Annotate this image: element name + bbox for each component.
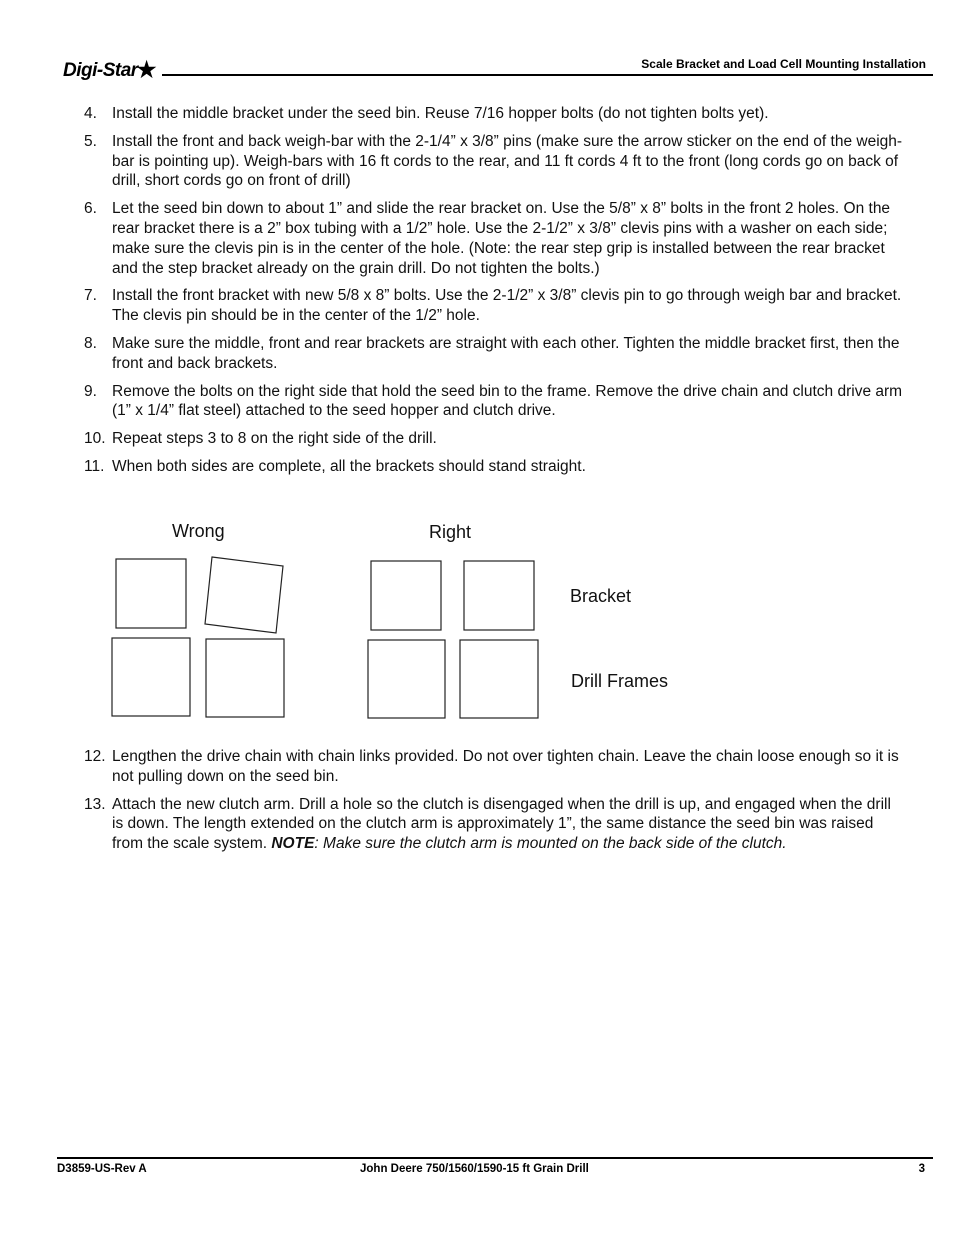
step-11 [84, 457, 904, 477]
steps-list-a [84, 104, 904, 485]
step-number: 8. [84, 334, 97, 352]
logo-star-icon: ★ [136, 57, 156, 82]
step-number: 12. [84, 748, 106, 765]
logo-text: Digi-Star [63, 60, 138, 81]
steps-list-b [84, 747, 904, 862]
step-text: Remove the bolts on the right side that hold the seed bin to the frame. Remove the drive chain and clutch drive arm (1” x 1/4” flat steel) attached to the seed hopper and clutch drive. [112, 382, 903, 420]
digi-star-logo [63, 56, 156, 82]
wrong-bracket-tilted [205, 557, 283, 633]
step-text: Lengthen the drive chain with chain links provided. Do not over tighten chain. Leave the chain loose enough so it is not pulling down on the seed bin. [112, 748, 899, 785]
step-12 [84, 747, 904, 787]
page-header-title: Scale Bracket and Load Cell Mounting Installation [641, 57, 926, 71]
wrong-bracket-left [116, 559, 186, 628]
note-text: : Make sure the clutch arm is mounted on the back side of the clutch. [314, 835, 787, 853]
step-8 [84, 334, 904, 374]
product-name: John Deere 750/1560/1590-15 ft Grain Drill [360, 1163, 589, 1175]
step-13 [84, 795, 904, 854]
wrong-drill-frame-left [112, 638, 190, 716]
wrong-label: Wrong [172, 521, 225, 541]
wrong-drill-frame-right [206, 639, 284, 717]
step-text: Install the middle bracket under the seed bin. Reuse 7/16 hopper bolts (do not tighten bolts yet). [112, 105, 769, 122]
step-text: Repeat steps 3 to 8 on the right side of the drill. [112, 430, 437, 448]
right-bracket-left [371, 561, 441, 630]
step-number: 6. [84, 200, 97, 218]
step-number: 9. [84, 382, 97, 400]
bracket-label: Bracket [570, 586, 632, 606]
page-number: 3 [918, 1163, 925, 1175]
right-drill-frame-right [460, 640, 538, 718]
right-bracket-right [464, 561, 534, 630]
right-label: Right [429, 522, 472, 542]
footer-rule [57, 1157, 933, 1159]
step-7 [84, 286, 904, 326]
step-text [112, 795, 904, 854]
step-number: 7. [84, 287, 97, 305]
step-number: 5. [84, 132, 97, 150]
step-9 [84, 382, 904, 422]
note-label: NOTE [271, 835, 315, 853]
step-13-text: Attach the new clutch arm. Drill a hole so the clutch is disengaged when the drill is up, and engaged when the drill is down. The length extended on the clutch arm is approximately 1”, the same distance the seed bin was raised from the scale system. [112, 795, 891, 853]
header-rule [162, 74, 933, 76]
step-4 [84, 104, 904, 124]
step-number: 11. [84, 457, 105, 475]
step-10 [84, 429, 904, 449]
step-text: When both sides are complete, all the brackets should stand straight. [112, 457, 586, 475]
step-5 [84, 132, 904, 191]
step-text: Install the front bracket with new 5/8 x 8” bolts. Use the 2-1/2” x 3/8” clevis pin to go through weigh bar and bracket. The clevis pin should be in the center of the 1/2” hole. [112, 287, 902, 325]
page-footer [57, 1157, 933, 1181]
step-text: Install the front and back weigh-bar with the 2-1/4” x 3/8” pins (make sure the arrow sticker on the end of the weigh-bar is pointing up). Weigh-bars with 16 ft cords to the rear, and 11 ft cords 4 ft to the front (long cords go on back of drill, short cords go on front of drill) [112, 132, 903, 190]
drill-frames-label: Drill Frames [571, 671, 668, 691]
right-drill-frame-left [368, 640, 445, 718]
doc-id: D3859-US-Rev A [57, 1163, 147, 1175]
step-text: Make sure the middle, front and rear brackets are straight with each other. Tighten the middle bracket first, then the front and back brackets. [112, 334, 900, 372]
page-header [63, 52, 933, 80]
step-number: 4. [84, 105, 97, 122]
step-text: Let the seed bin down to about 1” and slide the rear bracket on. Use the 5/8” x 8” bolts in the front 2 holes. On the rear bracket there is a 2” box tubing with a 1/2” hole. Use the 2-1/2” x 3/8” clevis pins with a washer on each side; make sure the clevis pin is in the center of the hole. (Note: the rear step grip is installed between the rear bracket and the step bracket already on the grain drill. Do not tighten the bolts.) [112, 200, 891, 277]
step-number: 10. [84, 430, 106, 448]
step-number: 13. [84, 795, 106, 813]
step-6 [84, 199, 904, 278]
